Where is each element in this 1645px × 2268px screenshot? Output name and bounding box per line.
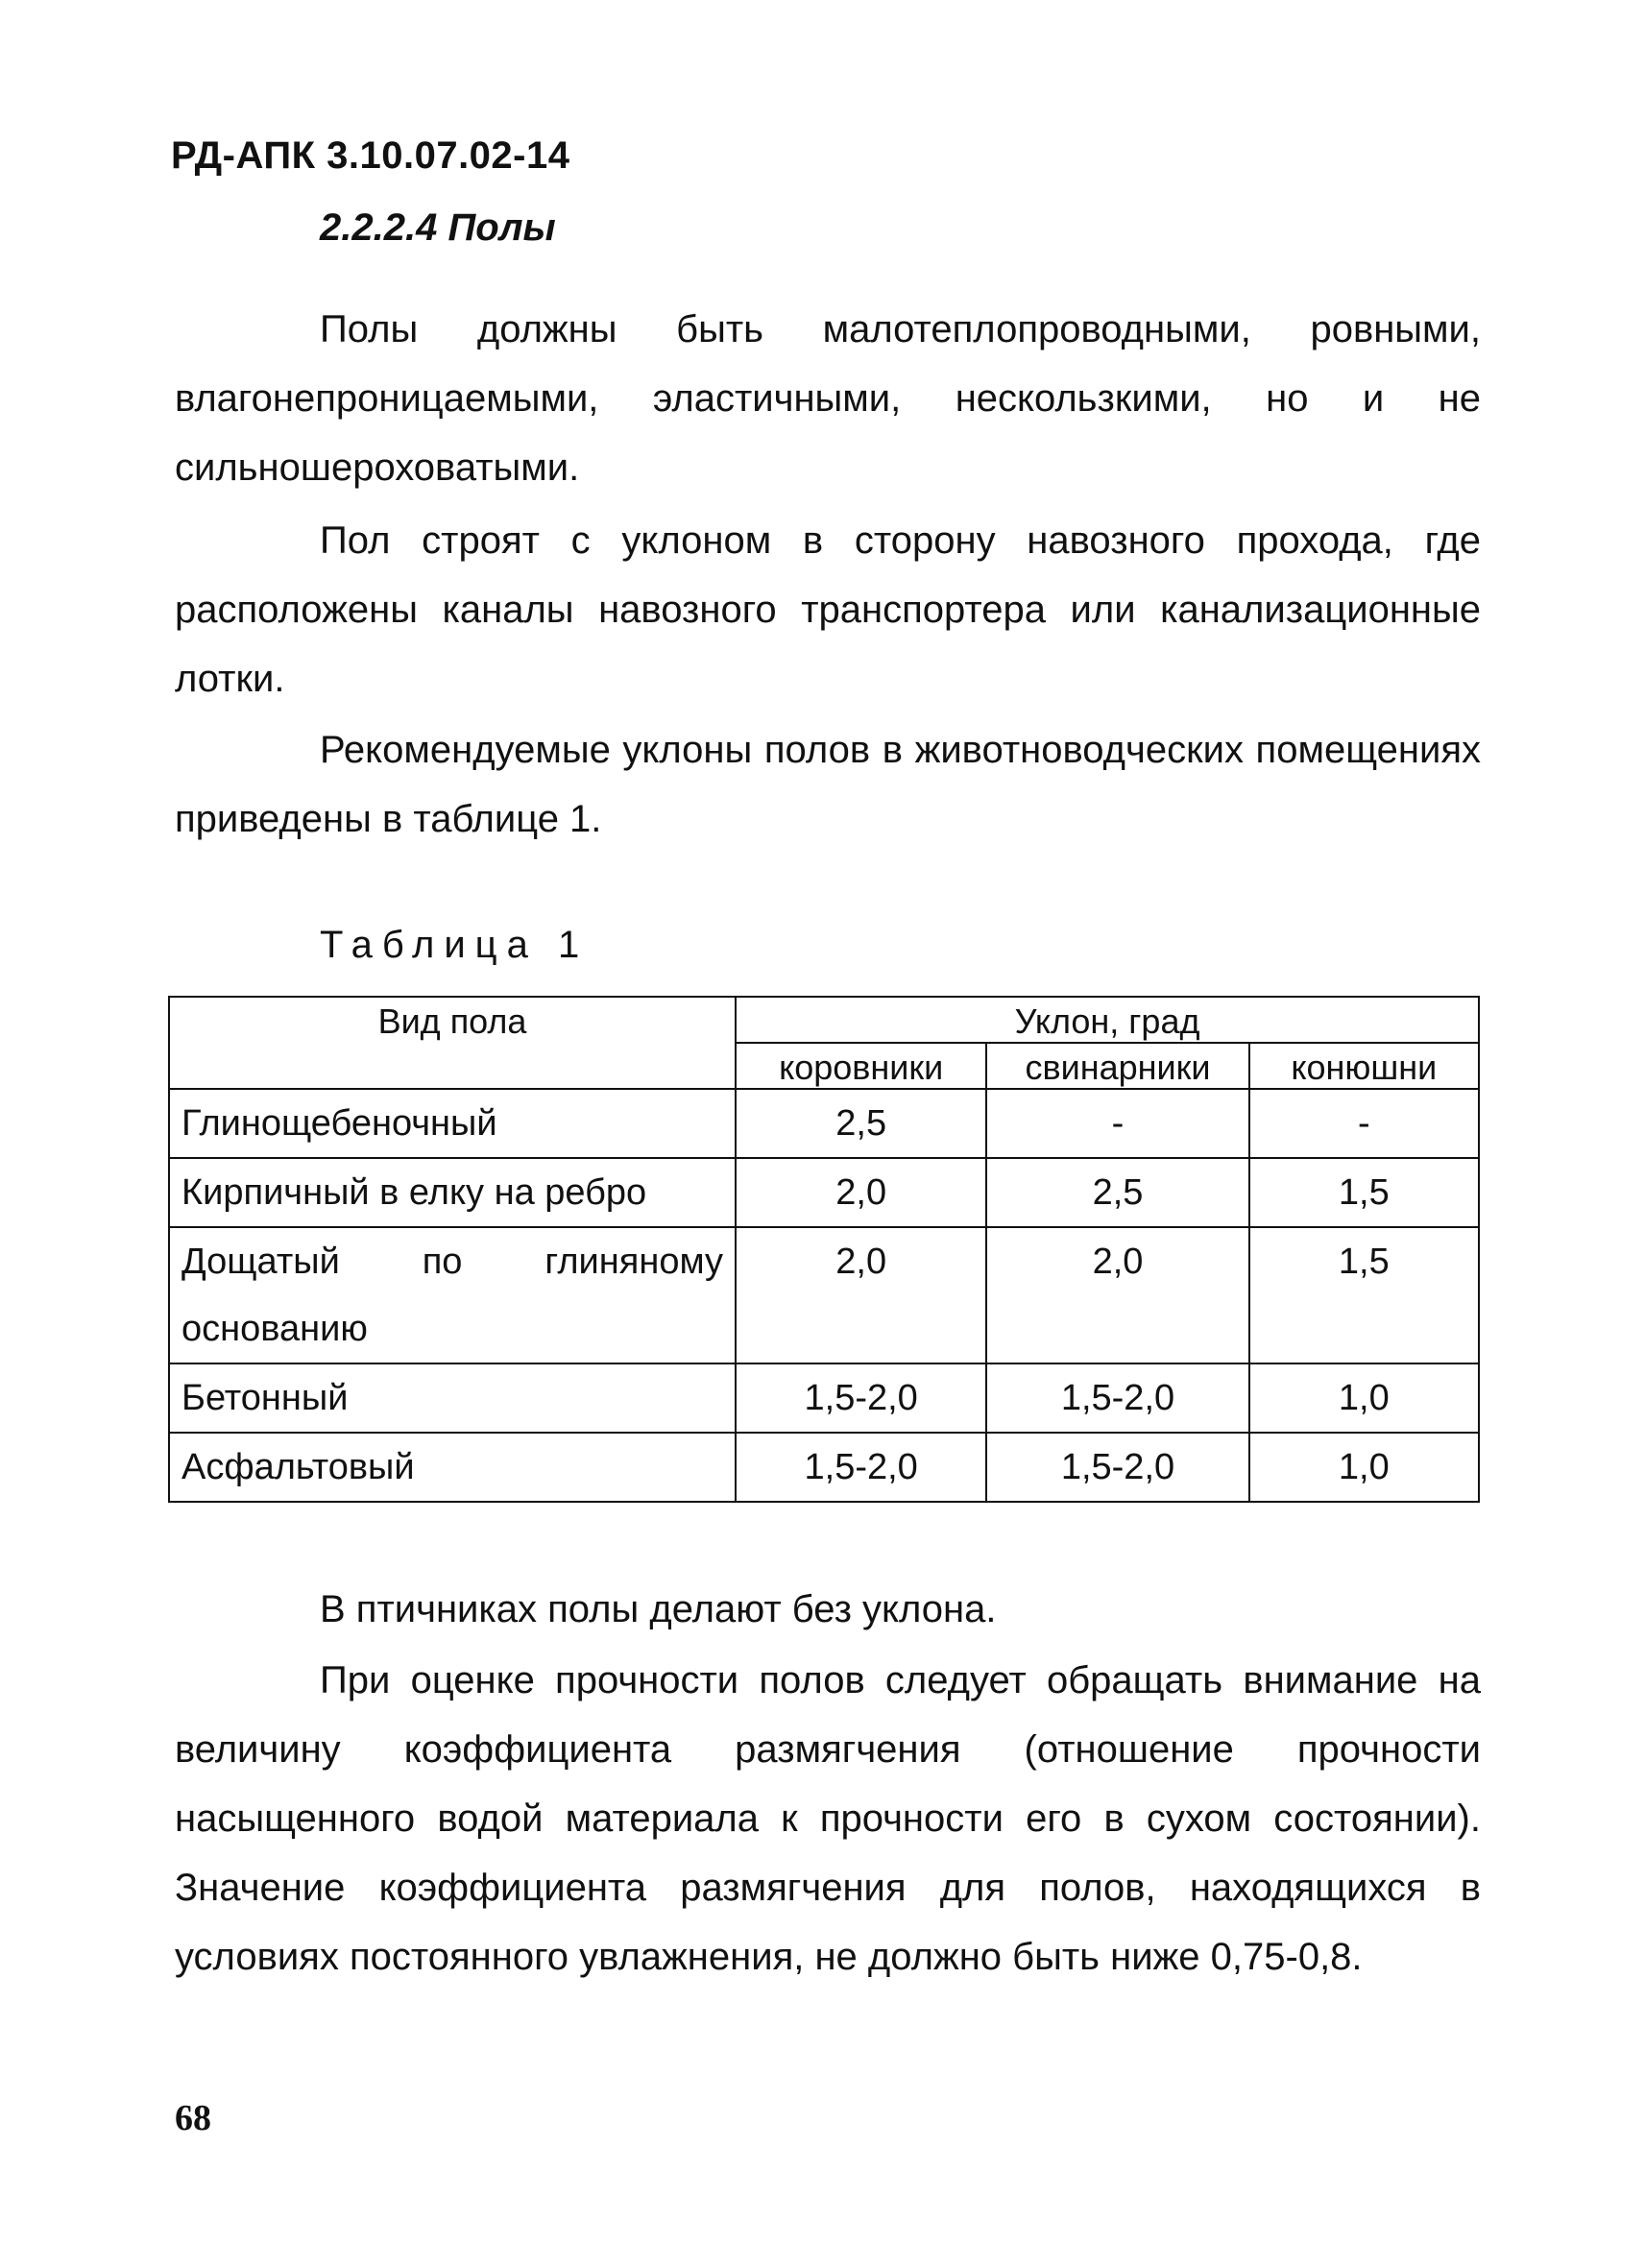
- table-row: [169, 1089, 1479, 1158]
- paragraph-floor-slope: Пол строят с уклоном в сторону навозного прохода, где расположены каналы навозного транспортера или канализационные лотки.: [175, 519, 1481, 700]
- cell-value: 1,0: [1249, 1433, 1479, 1502]
- cell-value: 2,0: [736, 1158, 986, 1227]
- header-floor-type: Вид пола: [169, 997, 736, 1089]
- row-name-word: глиняному: [544, 1242, 724, 1282]
- header-stables: конюшни: [1249, 1043, 1479, 1089]
- row-name: [169, 1227, 736, 1363]
- cell-value: 1,5: [1249, 1227, 1479, 1363]
- cell-value: 1,5-2,0: [986, 1433, 1248, 1502]
- section-heading: 2.2.2.4 Полы: [320, 206, 556, 249]
- table-row: [169, 1363, 1479, 1433]
- header-slope-group: Уклон, град: [736, 997, 1479, 1043]
- row-name-word: по: [422, 1242, 463, 1282]
- cell-value: 1,5-2,0: [736, 1433, 986, 1502]
- table-header-row: [169, 997, 1479, 1043]
- row-name-line2: основанию: [181, 1309, 368, 1349]
- row-name: Бетонный: [169, 1363, 736, 1433]
- page-number: 68: [175, 2098, 211, 2138]
- row-name: Кирпичный в елку на ребро: [169, 1158, 736, 1227]
- paragraph-softening-coefficient: При оценке прочности полов следует обращать внимание на величину коэффициента размягчения (отношение прочности насыщенного водой материала к прочности его в сухом состоянии). Значение коэффициента размягчения для полов, находящихся в условиях постоянного увлажнения, не должно быть ниже 0,75-0,8.: [175, 1659, 1481, 1978]
- table-row: [169, 1227, 1479, 1363]
- table-caption: Таблица 1: [320, 924, 590, 966]
- document-code: РД-АПК 3.10.07.02-14: [171, 134, 570, 177]
- floor-slope-table: [168, 996, 1480, 1503]
- header-pigsties: свинарники: [986, 1043, 1248, 1089]
- cell-value: 1,0: [1249, 1363, 1479, 1433]
- row-name-word: Дощатый: [181, 1242, 340, 1282]
- cell-value: 1,5: [1249, 1158, 1479, 1227]
- paragraph-poultry-floors: В птичниках полы делают без уклона.: [320, 1588, 997, 1630]
- cell-value: 1,5-2,0: [986, 1363, 1248, 1433]
- cell-value: -: [986, 1089, 1248, 1158]
- cell-value: 2,5: [986, 1158, 1248, 1227]
- table-row: [169, 1158, 1479, 1227]
- table-row: [169, 1433, 1479, 1502]
- row-name: Глинощебеночный: [169, 1089, 736, 1158]
- cell-value: 2,0: [986, 1227, 1248, 1363]
- cell-value: -: [1249, 1089, 1479, 1158]
- paragraph-floor-properties: Полы должны быть малотеплопроводными, ровными, влагонепроницаемыми, эластичными, нескользкими, но и не сильношероховатыми.: [175, 308, 1481, 489]
- cell-value: 1,5-2,0: [736, 1363, 986, 1433]
- header-cowsheds: коровники: [736, 1043, 986, 1089]
- row-name: Асфальтовый: [169, 1433, 736, 1502]
- paragraph-recommended-slopes: Рекомендуемые уклоны полов в животноводческих помещениях приведены в таблице 1.: [175, 729, 1481, 840]
- cell-value: 2,0: [736, 1227, 986, 1363]
- row-name-line1: [181, 1228, 723, 1295]
- cell-value: 2,5: [736, 1089, 986, 1158]
